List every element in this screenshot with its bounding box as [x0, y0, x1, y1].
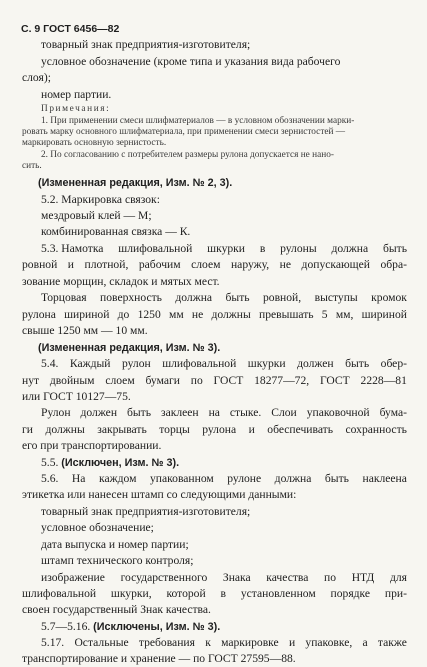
text-line: дата выпуска и номер партии;: [41, 538, 189, 551]
text-line: или ГОСТ 10127—75.: [22, 390, 131, 403]
text-line: номер партии.: [41, 88, 112, 101]
section-5-3: 5.3. Намотка шлифовальной шкурки в рулоны должна быть: [41, 242, 407, 255]
section-5-6: 5.6. На каждом упакованном рулоне должна быть наклеена: [41, 472, 407, 485]
note-line: ровать марку основного шлифматериала, при применении смеси зернистостей —: [22, 127, 346, 137]
text-line: этикетка или нанесен штамп со следующими данными:: [22, 488, 297, 501]
text-line: шлифовальной шкурки, которой в установленном порядке при-: [22, 587, 407, 600]
text-line: нут двойным слоем бумаги по ГОСТ 18277—72, ГОСТ 2228—81: [22, 374, 407, 387]
text-line: зование морщин, складок и мятых мест.: [22, 275, 220, 288]
page-header: С. 9 ГОСТ 6456—82: [21, 23, 120, 35]
note-line: сить.: [22, 161, 42, 171]
text-line: товарный знак предприятия-изготовителя;: [41, 505, 251, 518]
text-line: ги должны закрывать торцы рулона и обеспечивать сохранность: [22, 423, 407, 436]
section-5-5: 5.5. (Исключен, Изм. № 3).: [41, 456, 180, 469]
note-line: 1. При применении смеси шлифматериалов — в условном обозначении марки-: [41, 116, 355, 126]
text-line: условное обозначение;: [41, 521, 154, 534]
text-line: товарный знак предприятия-изготовителя;: [41, 38, 251, 51]
text-line: рулона шириной до 1250 мм не должны превышать 5 мм, шириной: [22, 308, 407, 321]
text-line: слоя);: [22, 71, 51, 84]
section-5-4: 5.4. Каждый рулон шлифовальной шкурки должен быть обер-: [41, 357, 407, 370]
section-5-2: 5.2. Маркировка связок:: [41, 193, 160, 206]
section-5-17: 5.17. Остальные требования к маркировке и упаковке, а также: [41, 636, 407, 649]
text-line: ровной и плотной, рабочим слоем наружу, не допускающей обра-: [22, 258, 407, 271]
text-line: Торцовая поверхность должна быть ровной, выступы кромок: [41, 291, 407, 304]
text-line: изображение государственного Знака качества по НТД для: [41, 571, 407, 584]
section-5-7-5-16: 5.7—5.16. (Исключены, Изм. № 3).: [41, 620, 221, 633]
text-line: своен государственный Знак качества.: [22, 603, 211, 616]
note-line: маркировать основную зернистость.: [22, 138, 167, 148]
text-line: условное обозначение (кроме типа и указания вида рабочего: [41, 55, 341, 68]
text-line: свыше 1250 мм — 10 мм.: [22, 324, 148, 337]
notes-heading: Примечания:: [41, 104, 111, 114]
amendment-note: (Измененная редакция, Изм. № 2, 3).: [38, 177, 233, 189]
text-line: штамп технического контроля;: [41, 554, 194, 567]
amendment-note: (Измененная редакция, Изм. № 3).: [38, 342, 221, 354]
text-line: мездровый клей — М;: [41, 209, 152, 222]
text-line: его при транспортировании.: [22, 439, 162, 452]
text-line: Рулон должен быть заклеен на стыке. Слои упаковочной бума-: [41, 406, 407, 419]
text-line: комбинированная связка — К.: [41, 225, 191, 238]
note-line: 2. По согласованию с потребителем размеры рулона допускается не нано-: [41, 150, 334, 160]
text-line: транспортирование и хранение — по ГОСТ 27595—88.: [22, 652, 296, 665]
